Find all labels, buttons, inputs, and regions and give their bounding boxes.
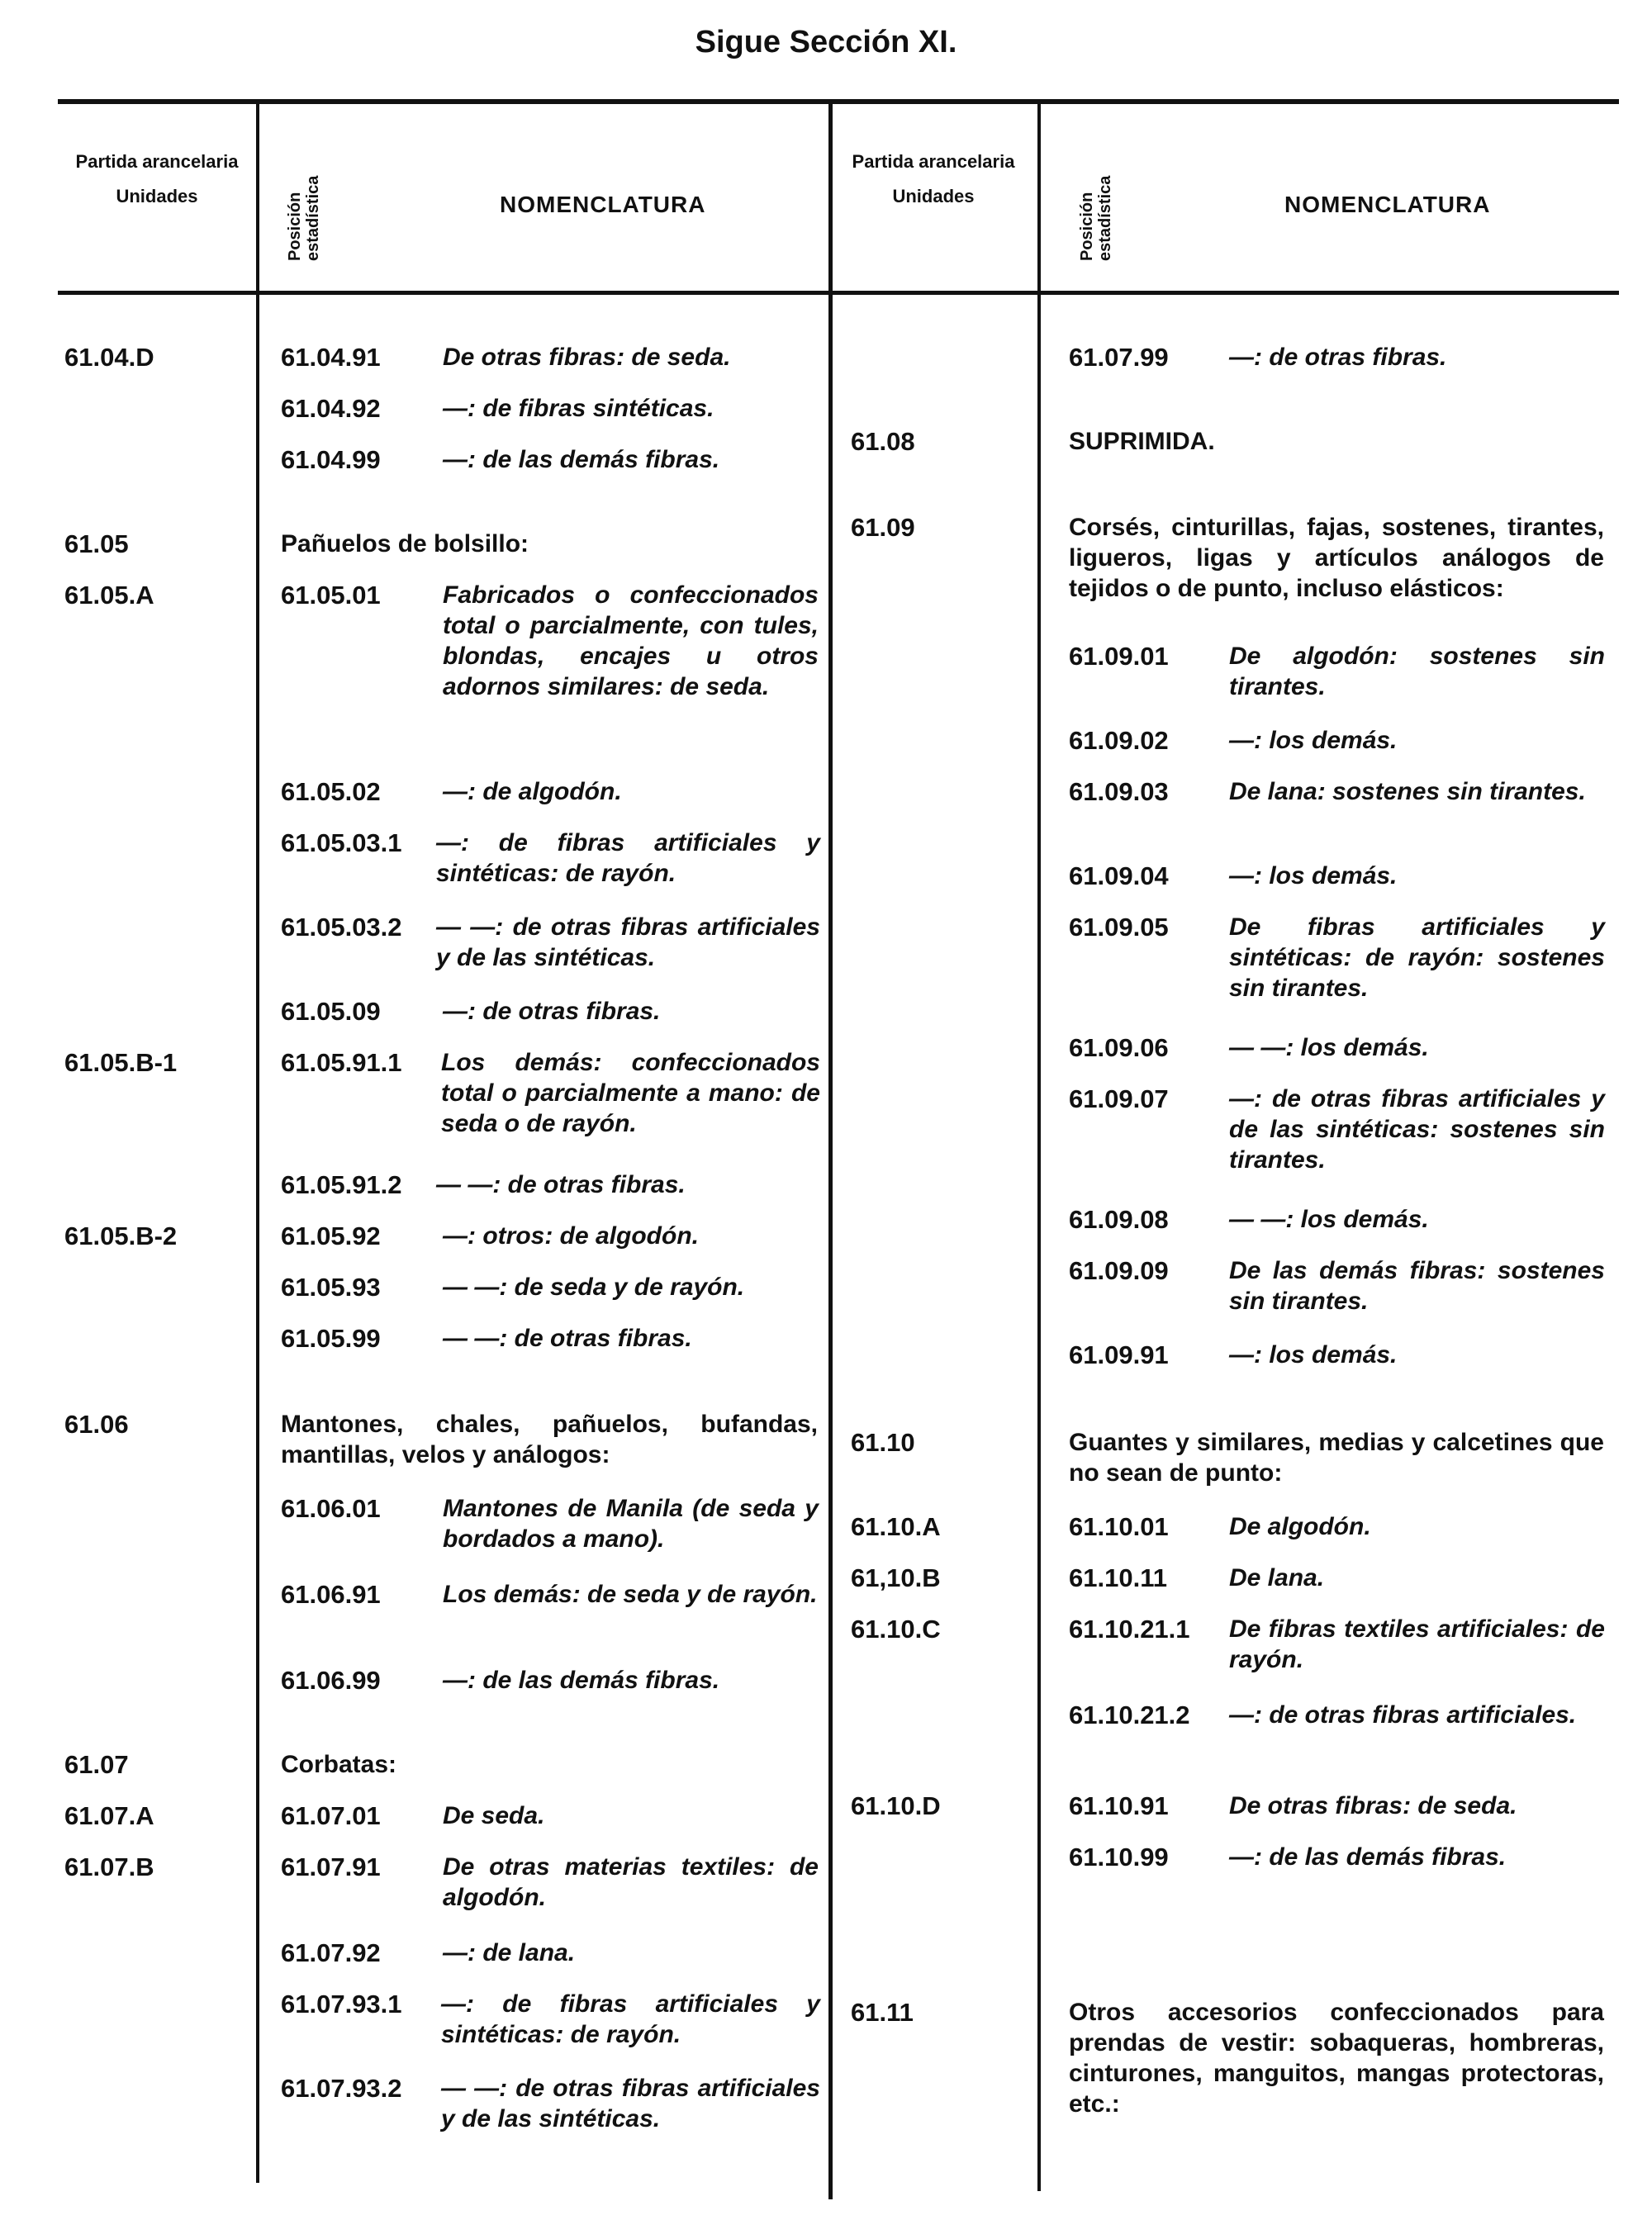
entry-description: — —: de otras fibras. bbox=[443, 1325, 692, 1352]
header-partida-right bbox=[843, 150, 1024, 208]
position-code: 61.10.99 bbox=[1069, 1843, 1169, 1871]
partida-code: 61.05.B-2 bbox=[64, 1221, 178, 1250]
header-unidades-label: Unidades bbox=[116, 186, 198, 206]
entry-description: —: de las demás fibras. bbox=[443, 446, 720, 473]
section-heading: Pañuelos de bolsillo: bbox=[281, 530, 529, 557]
partida-code: 61.10.D bbox=[851, 1791, 941, 1820]
entry-description: De seda. bbox=[443, 1802, 545, 1829]
position-code: 61.05.92 bbox=[281, 1221, 381, 1250]
column-divider-1 bbox=[256, 102, 259, 2183]
table-top-rule bbox=[58, 99, 1619, 104]
entry-description: De algodón. bbox=[1229, 1513, 1371, 1540]
entry-description: —: de las demás fibras. bbox=[1229, 1843, 1507, 1871]
entry-description: — —: los demás. bbox=[1229, 1034, 1429, 1061]
entry-description: —: de lana. bbox=[443, 1939, 576, 1966]
entry-description: —: de otras fibras. bbox=[1229, 344, 1447, 371]
partida-code: 61.05 bbox=[64, 529, 129, 558]
partida-code: 61,10.B bbox=[851, 1563, 941, 1592]
partida-code: 61.09 bbox=[851, 513, 915, 542]
entry-description: —: de otras fibras artificiales. bbox=[1229, 1701, 1577, 1729]
partida-code: 61.10.C bbox=[851, 1615, 941, 1644]
position-code: 61.06.99 bbox=[281, 1666, 381, 1695]
entry-description: De otras materias textiles: de algodón. bbox=[443, 1853, 819, 1911]
header-nomenclatura-left: NOMENCLATURA bbox=[500, 192, 706, 217]
section-heading: Mantones, chales, pañuelos, bufandas, mantillas, velos y análogos: bbox=[281, 1411, 818, 1468]
entry-description: De otras fibras: de seda. bbox=[1229, 1792, 1517, 1819]
partida-code: 61.05.A bbox=[64, 581, 154, 610]
entry-description: De las demás fibras: sostenes sin tirantes. bbox=[1229, 1257, 1605, 1315]
entry-description: —: los demás. bbox=[1229, 727, 1398, 754]
position-code: 61.09.06 bbox=[1069, 1033, 1169, 1062]
position-code: 61.10.91 bbox=[1069, 1791, 1169, 1820]
section-heading: SUPRIMIDA. bbox=[1069, 428, 1215, 455]
partida-code: 61.07.A bbox=[64, 1801, 154, 1830]
header-partida-label: Partida arancelaria bbox=[75, 151, 239, 172]
partida-code: 61.10.A bbox=[851, 1512, 941, 1541]
partida-code: 61.11 bbox=[851, 1998, 914, 2027]
header-posicion-right: Posición estadística bbox=[1078, 175, 1114, 261]
header-unidades-label: Unidades bbox=[892, 186, 975, 206]
position-code: 61.09.08 bbox=[1069, 1205, 1169, 1234]
header-partida-left bbox=[66, 150, 248, 208]
position-code: 61.06.01 bbox=[281, 1494, 381, 1523]
header-nomenclatura-right: NOMENCLATURA bbox=[1284, 192, 1491, 217]
entry-description: — —: de otras fibras artificiales y de las sintéticas. bbox=[441, 2075, 820, 2132]
entry-description: Mantones de Manila (de seda y bordados a mano). bbox=[443, 1495, 819, 1553]
header-partida-label: Partida arancelaria bbox=[852, 151, 1015, 172]
position-code: 61.04.92 bbox=[281, 394, 381, 423]
column-divider-2 bbox=[828, 102, 833, 2199]
entry-description: —: de otras fibras. bbox=[443, 998, 661, 1025]
position-code: 61.05.93 bbox=[281, 1273, 381, 1302]
header-bottom-rule bbox=[58, 291, 1619, 295]
entry-description: De algodón: sostenes sin tirantes. bbox=[1229, 643, 1605, 700]
position-code: 61.10.21.1 bbox=[1069, 1615, 1190, 1644]
section-heading: Guantes y similares, medias y calcetines que no sean de punto: bbox=[1069, 1429, 1604, 1487]
entry-description: —: de fibras artificiales y sintéticas: de rayón. bbox=[441, 1990, 820, 2048]
entry-description: De fibras artificiales y sintéticas: de rayón: sostenes sin tirantes. bbox=[1229, 913, 1605, 1002]
position-code: 61.05.01 bbox=[281, 581, 381, 610]
section-heading: Otros accesorios confeccionados para prendas de vestir: sobaqueras, hombreras, cinturones, manguitos, mangas protectoras, etc.: bbox=[1069, 1999, 1604, 2118]
partida-code: 61.10 bbox=[851, 1428, 915, 1457]
entry-description: Los demás: confeccionados total o parcialmente a mano: de seda o de rayón. bbox=[441, 1049, 820, 1137]
partida-code: 61.05.B-1 bbox=[64, 1048, 178, 1077]
entry-description: —: de otras fibras artificiales y de las sintéticas: sostenes sin tirantes. bbox=[1229, 1085, 1605, 1174]
position-code: 61.05.99 bbox=[281, 1324, 381, 1353]
position-code: 61.07.93.2 bbox=[281, 2074, 402, 2103]
position-code: 61.09.02 bbox=[1069, 726, 1169, 755]
partida-code: 61.08 bbox=[851, 427, 915, 456]
position-code: 61.05.09 bbox=[281, 997, 381, 1026]
position-code: 61.06.91 bbox=[281, 1580, 381, 1609]
section-heading: Corsés, cinturillas, fajas, sostenes, tirantes, ligueros, ligas y artículos análogos de tejidos o de punto, incluso elásticos: bbox=[1069, 514, 1604, 602]
header-posicion-left: Posición estadística bbox=[286, 175, 322, 261]
position-code: 61.05.91.1 bbox=[281, 1048, 402, 1077]
entry-description: —: de algodón. bbox=[443, 778, 622, 805]
page-title: Sigue Sección XI. bbox=[695, 25, 957, 59]
position-code: 61.09.07 bbox=[1069, 1084, 1169, 1113]
position-code: 61.09.04 bbox=[1069, 861, 1169, 890]
position-code: 61.04.99 bbox=[281, 445, 381, 474]
entry-description: De lana. bbox=[1229, 1564, 1325, 1591]
position-code: 61.07.93.1 bbox=[281, 1990, 402, 2018]
partida-code: 61.07.B bbox=[64, 1852, 154, 1881]
entry-description: —: de fibras artificiales y sintéticas: de rayón. bbox=[436, 829, 820, 887]
entry-description: De fibras textiles artificiales: de rayón. bbox=[1229, 1615, 1605, 1673]
partida-code: 61.07 bbox=[64, 1750, 129, 1779]
position-code: 61.05.02 bbox=[281, 777, 381, 806]
entry-description: — —: de seda y de rayón. bbox=[443, 1274, 745, 1301]
entry-description: —: los demás. bbox=[1229, 862, 1398, 889]
position-code: 61.10.11 bbox=[1069, 1563, 1167, 1592]
partida-code: 61.06 bbox=[64, 1410, 129, 1439]
position-code: 61.05.03.2 bbox=[281, 913, 402, 942]
position-code: 61.07.99 bbox=[1069, 343, 1169, 372]
section-heading: Corbatas: bbox=[281, 1751, 397, 1778]
entry-description: De otras fibras: de seda. bbox=[443, 344, 731, 371]
position-code: 61.05.91.2 bbox=[281, 1170, 402, 1199]
position-code: 61.04.91 bbox=[281, 343, 381, 372]
entry-description: —: de las demás fibras. bbox=[443, 1667, 720, 1694]
entry-description: — —: de otras fibras artificiales y de las sintéticas. bbox=[436, 913, 820, 971]
entry-description: —: los demás. bbox=[1229, 1341, 1398, 1369]
column-divider-3 bbox=[1037, 102, 1041, 2191]
entry-description: Los demás: de seda y de rayón. bbox=[443, 1581, 818, 1608]
position-code: 61.09.05 bbox=[1069, 913, 1169, 942]
entry-description: — —: los demás. bbox=[1229, 1206, 1429, 1233]
entry-description: —: otros: de algodón. bbox=[443, 1222, 699, 1250]
entry-description: — —: de otras fibras. bbox=[436, 1171, 686, 1198]
position-code: 61.09.03 bbox=[1069, 777, 1169, 806]
position-code: 61.10.01 bbox=[1069, 1512, 1169, 1541]
entry-description: De lana: sostenes sin tirantes. bbox=[1229, 778, 1586, 805]
position-code: 61.09.91 bbox=[1069, 1340, 1169, 1369]
partida-code: 61.04.D bbox=[64, 343, 154, 372]
position-code: 61.07.01 bbox=[281, 1801, 381, 1830]
position-code: 61.10.21.2 bbox=[1069, 1701, 1190, 1729]
entry-description: —: de fibras sintéticas. bbox=[443, 395, 714, 422]
entry-description: Fabricados o confeccionados total o parcialmente, con tules, blondas, encajes u otros adornos similares: de seda. bbox=[443, 581, 819, 700]
position-code: 61.07.92 bbox=[281, 1938, 381, 1967]
position-code: 61.07.91 bbox=[281, 1852, 381, 1881]
position-code: 61.05.03.1 bbox=[281, 828, 402, 857]
position-code: 61.09.01 bbox=[1069, 642, 1169, 671]
position-code: 61.09.09 bbox=[1069, 1256, 1169, 1285]
